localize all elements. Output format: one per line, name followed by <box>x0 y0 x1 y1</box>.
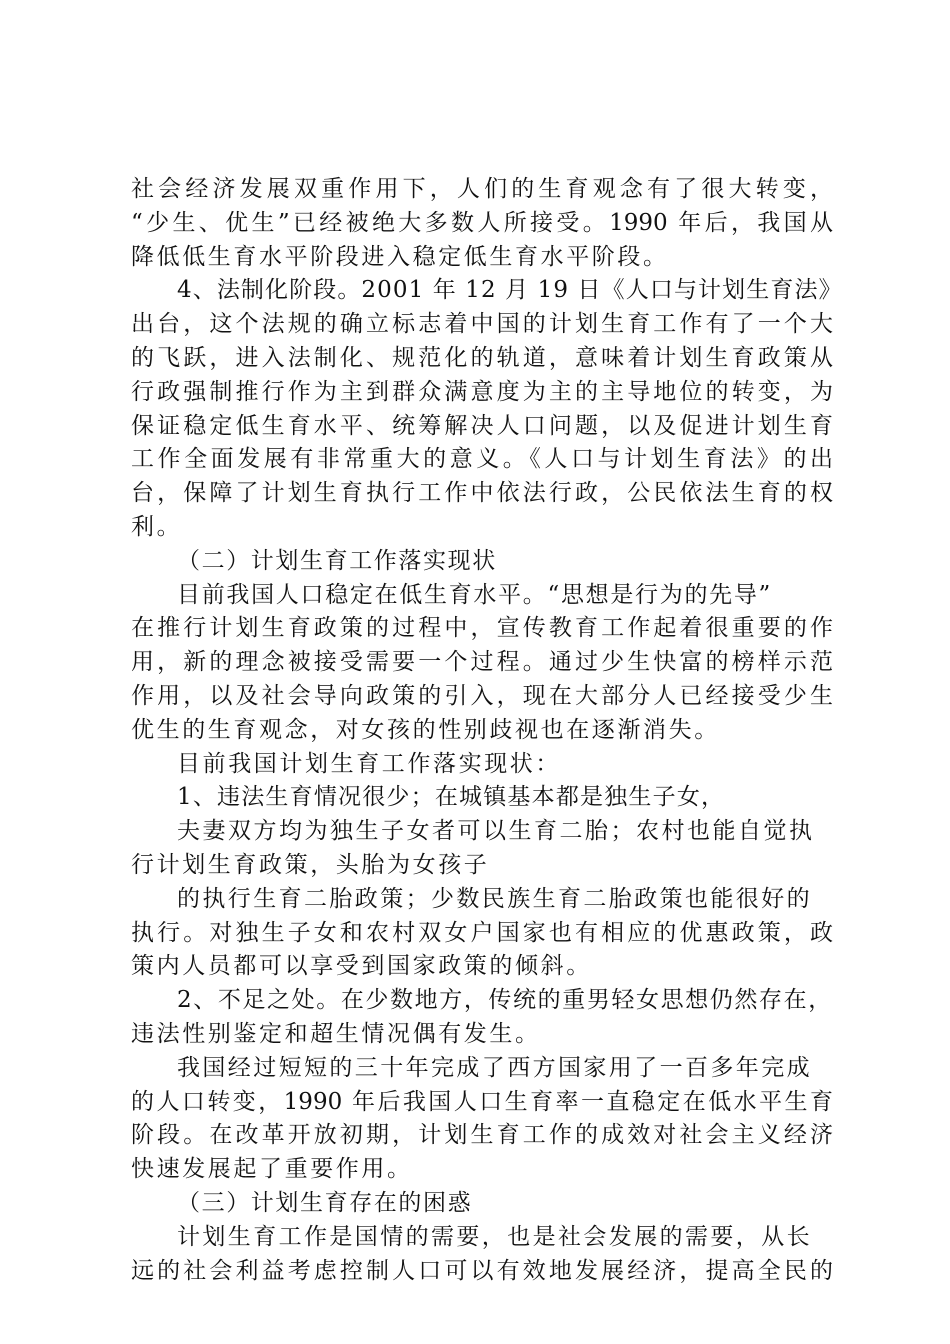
body-text-line: 我国经过短短的三十年完成了西方国家用了一百多年完成 <box>177 1055 812 1081</box>
body-text-line: 利。 <box>131 514 183 540</box>
body-text-line: 行政强制推行作为主到群众满意度为主的主导地位的转变，为 <box>131 379 833 405</box>
body-text-line: 用，新的理念被接受需要一个过程。通过少生快富的榜样示范 <box>131 649 833 675</box>
body-text-line: 的人口转变，1990 年后我国人口生育率一直稳定在低水平生育 <box>131 1089 833 1115</box>
body-text-line: 违法性别鉴定和超生情况偶有发生。 <box>131 1021 541 1047</box>
section-heading: （三）计划生育存在的困惑 <box>177 1190 473 1216</box>
body-text-line: 夫妻双方均为独生子女者可以生育二胎；农村也能自觉执 <box>177 818 815 844</box>
body-text-line: 优生的生育观念，对女孩的性别歧视也在逐渐消失。 <box>131 717 720 743</box>
body-text-line: 作用，以及社会导向政策的引入，现在大部分人已经接受少生 <box>131 683 833 709</box>
body-text-line: 台，保障了计划生育执行工作中依法行政，公民依法生育的权 <box>131 480 833 506</box>
section-heading: （二）计划生育工作落实现状 <box>177 548 497 574</box>
body-text-line: 4、法制化阶段。2001 年 12 月 19 日《人口与计划生育法》 <box>177 277 843 303</box>
body-text-line: 计划生育工作是国情的需要，也是社会发展的需要，从长 <box>177 1224 812 1250</box>
body-text-line: 远的社会利益考虑控制人口可以有效地发展经济，提高全民的 <box>131 1258 833 1284</box>
body-text-line: 工作全面发展有非常重大的意义。《人口与计划生育法》的出 <box>131 446 833 472</box>
body-text-line: 行计划生育政策，头胎为女孩子 <box>131 852 490 878</box>
body-text-line: 的执行生育二胎政策；少数民族生育二胎政策也能很好的 <box>177 886 812 912</box>
body-text-line: “少生、优生”已经被绝大多数人所接受。1990 年后，我国从 <box>131 210 833 236</box>
body-text-line: 目前我国人口稳定在低生育水平。“思想是行为的先导” <box>177 582 773 608</box>
body-text-line: 执行。对独生子女和农村双女户国家也有相应的优惠政策，政 <box>131 920 833 946</box>
body-text-line: 降低低生育水平阶段进入稳定低生育水平阶段。 <box>131 244 669 270</box>
body-text-line: 2、不足之处。在少数地方，传统的重男轻女思想仍然存在， <box>177 987 833 1013</box>
body-text-line: 阶段。在改革开放初期，计划生育工作的成效对社会主义经济 <box>131 1122 833 1148</box>
body-text-line: 的飞跃，进入法制化、规范化的轨道，意味着计划生育政策从 <box>131 345 833 371</box>
body-text-line: 快速发展起了重要作用。 <box>131 1156 413 1182</box>
body-text-line: 出台，这个法规的确立标志着中国的计划生育工作有了一个大 <box>131 311 833 337</box>
body-text-line: 1、违法生育情况很少；在城镇基本都是独生子女， <box>177 784 726 810</box>
body-text-line: 社会经济发展双重作用下，人们的生育观念有了很大转变， <box>131 176 833 202</box>
body-text-line: 保证稳定低生育水平、统筹解决人口问题，以及促进计划生育 <box>131 413 833 439</box>
body-text-line: 策内人员都可以享受到国家政策的倾斜。 <box>131 953 592 979</box>
body-text-line: 目前我国计划生育工作落实现状： <box>177 751 561 777</box>
body-text-line: 在推行计划生育政策的过程中，宣传教育工作起着很重要的作 <box>131 615 833 641</box>
